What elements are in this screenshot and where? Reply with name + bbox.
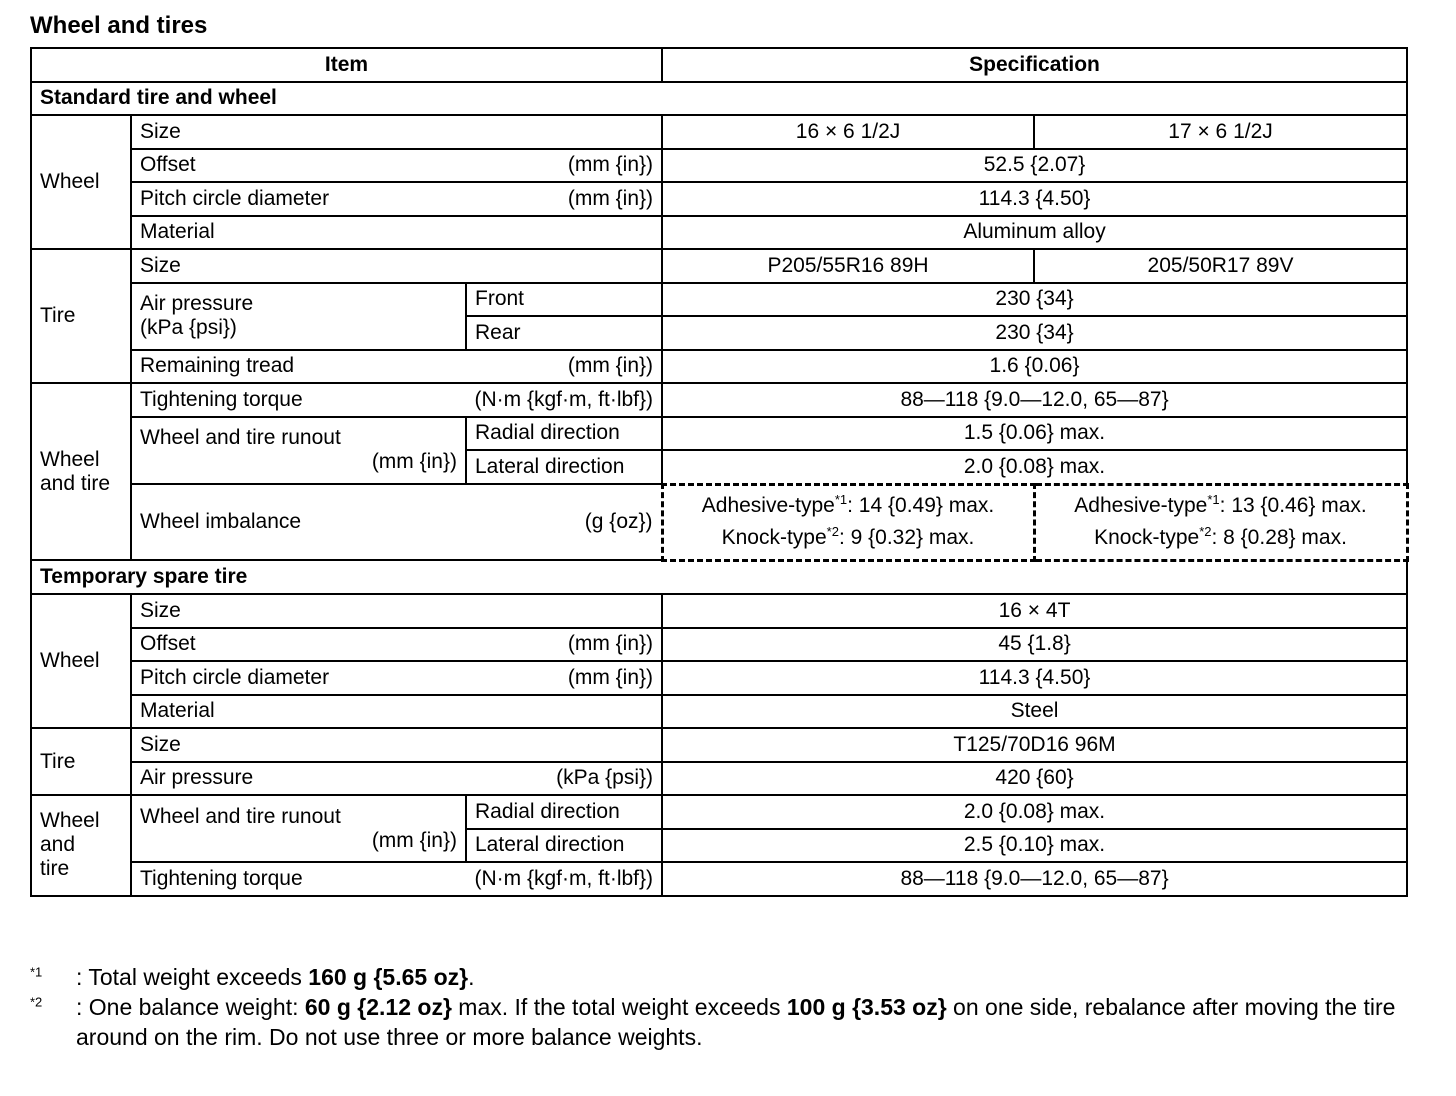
row-label bbox=[131, 417, 466, 485]
page-title: Wheel and tires bbox=[30, 12, 208, 39]
label-text: Tightening torque bbox=[140, 866, 303, 890]
unit-text: (mm {in}) bbox=[371, 450, 457, 474]
table-row bbox=[31, 383, 1407, 417]
value-cell: P205/55R16 89H bbox=[662, 249, 1034, 283]
table-row bbox=[31, 283, 1407, 317]
label-text: Remaining tread bbox=[140, 354, 295, 378]
table-row bbox=[31, 350, 1407, 384]
row-label bbox=[131, 628, 662, 662]
value-cell: 2.5 {0.10} max. bbox=[662, 829, 1407, 863]
footnote-text: : One balance weight: 60 g {2.12 oz} max. If the total weight exceeds 100 g {3.53 oz} on one side, rebalance after moving the tire around on the rim. Do not use three or more balance weights. bbox=[76, 994, 1396, 1050]
value-cell: Steel bbox=[662, 695, 1407, 729]
unit-text: (mm {in}) bbox=[567, 632, 654, 656]
table-row bbox=[31, 149, 1407, 183]
group-label: Wheel bbox=[31, 594, 131, 728]
sub-label: Lateral direction bbox=[466, 450, 662, 484]
table-row bbox=[31, 795, 1407, 829]
section-row bbox=[31, 560, 1407, 594]
value-cell: 2.0 {0.08} max. bbox=[662, 795, 1407, 829]
unit-text: (mm {in}) bbox=[567, 153, 654, 177]
group-label-line: and tire bbox=[40, 471, 111, 495]
label-text: Offset bbox=[140, 632, 196, 656]
value-cell: 88—118 {9.0—12.0, 65—87} bbox=[662, 383, 1407, 417]
table-row bbox=[31, 661, 1407, 695]
imbalance-16-cell bbox=[662, 484, 1034, 560]
section-row bbox=[31, 82, 1407, 116]
table-row bbox=[31, 115, 1407, 149]
adhesive-line: Adhesive-type$^{*1}$: 14 {0.49} max. bbox=[701, 492, 995, 517]
row-label: Material bbox=[131, 216, 662, 250]
imbalance-17-cell bbox=[1034, 484, 1407, 560]
group-label: Tire bbox=[31, 249, 131, 383]
value-cell: 45 {1.8} bbox=[662, 628, 1407, 662]
row-label bbox=[131, 862, 662, 896]
group-label-line: tire bbox=[40, 857, 70, 881]
value-cell: 114.3 {4.50} bbox=[662, 182, 1407, 216]
footnote-1 bbox=[30, 962, 1400, 992]
footnote-mark: *2 bbox=[30, 994, 43, 1010]
row-label: Size bbox=[131, 249, 662, 283]
table-header-row bbox=[31, 48, 1407, 82]
row-label: Size bbox=[131, 115, 662, 149]
row-label bbox=[131, 762, 662, 796]
row-label bbox=[131, 484, 662, 560]
sub-label: Lateral direction bbox=[466, 829, 662, 863]
table-row bbox=[31, 762, 1407, 796]
footnotes bbox=[30, 962, 1400, 1052]
footnote-mark: *1 bbox=[30, 964, 43, 980]
unit-text: (g {oz}) bbox=[584, 510, 653, 533]
footnote-2 bbox=[30, 992, 1400, 1052]
row-label bbox=[131, 795, 466, 862]
value-cell: 16 × 4T bbox=[662, 594, 1407, 628]
sub-label: Front bbox=[466, 283, 662, 317]
table-row bbox=[31, 862, 1407, 896]
unit-text: (N·m {kgf·m, ft·lbf}) bbox=[474, 866, 654, 890]
unit-text: (mm {in}) bbox=[371, 828, 457, 852]
label-text: Pitch circle diameter bbox=[140, 186, 330, 210]
table-row bbox=[31, 728, 1407, 762]
row-label bbox=[131, 661, 662, 695]
spec-table bbox=[30, 47, 1409, 897]
table-row bbox=[31, 182, 1407, 216]
knock-line: Knock-type$^{*2}$: 8 {0.28} max. bbox=[1094, 524, 1347, 549]
value-cell: Aluminum alloy bbox=[662, 216, 1407, 250]
value-cell: 2.0 {0.08} max. bbox=[662, 450, 1407, 484]
value-cell: 88—118 {9.0—12.0, 65—87} bbox=[662, 862, 1407, 896]
spec-header: Specification bbox=[662, 48, 1407, 82]
label-text: Wheel and tire runout bbox=[140, 804, 341, 828]
label-text: Pitch circle diameter bbox=[140, 665, 330, 689]
value-cell: 16 × 6 1/2J bbox=[662, 115, 1034, 149]
group-label bbox=[31, 795, 131, 896]
table-row bbox=[31, 249, 1407, 283]
value-cell: 114.3 {4.50} bbox=[662, 661, 1407, 695]
sub-label: Radial direction bbox=[466, 795, 662, 829]
table-row bbox=[31, 216, 1407, 250]
sub-label: Radial direction bbox=[466, 417, 662, 451]
item-header: Item bbox=[31, 48, 662, 82]
table-row bbox=[31, 484, 1407, 560]
row-label: Size bbox=[131, 728, 662, 762]
row-label bbox=[131, 182, 662, 216]
unit-text: (mm {in}) bbox=[567, 665, 654, 689]
value-cell: 17 × 6 1/2J bbox=[1034, 115, 1407, 149]
group-label-line: and bbox=[40, 833, 76, 857]
unit-text: (kPa {psi}) bbox=[556, 766, 654, 790]
value-cell: T125/70D16 96M bbox=[662, 728, 1407, 762]
value-cell: 205/50R17 89V bbox=[1034, 249, 1407, 283]
value-cell: 1.6 {0.06} bbox=[662, 350, 1407, 384]
section-spare: Temporary spare tire bbox=[31, 560, 1407, 594]
group-label bbox=[31, 383, 131, 560]
row-label bbox=[131, 283, 466, 350]
row-label: Size bbox=[131, 594, 662, 628]
label-text: Offset bbox=[140, 153, 196, 177]
table-row bbox=[31, 417, 1407, 451]
group-label-line: Wheel bbox=[40, 809, 100, 833]
row-label: Material bbox=[131, 695, 662, 729]
group-label: Wheel bbox=[31, 115, 131, 249]
sub-label: Rear bbox=[466, 316, 662, 350]
value-cell: 52.5 {2.07} bbox=[662, 149, 1407, 183]
table-row bbox=[31, 628, 1407, 662]
unit-text: (kPa {psi}) bbox=[140, 316, 237, 339]
label-text: Wheel imbalance bbox=[140, 510, 302, 533]
knock-line: Knock-type$^{*2}$: 9 {0.32} max. bbox=[721, 524, 975, 549]
adhesive-line: Adhesive-type$^{*1}$: 13 {0.46} max. bbox=[1074, 492, 1367, 517]
label-text: Wheel and tire runout bbox=[140, 426, 341, 450]
value-cell: 420 {60} bbox=[662, 762, 1407, 796]
unit-text: (mm {in}) bbox=[567, 354, 654, 378]
row-label bbox=[131, 149, 662, 183]
label-text: Air pressure bbox=[140, 292, 254, 315]
table-row bbox=[31, 594, 1407, 628]
unit-text: (mm {in}) bbox=[567, 186, 654, 210]
label-text: Tightening torque bbox=[140, 387, 303, 411]
section-standard: Standard tire and wheel bbox=[31, 82, 1407, 116]
unit-text: (N·m {kgf·m, ft·lbf}) bbox=[474, 387, 654, 411]
row-label bbox=[131, 383, 662, 417]
label-text: Air pressure bbox=[140, 766, 254, 790]
row-label bbox=[131, 350, 662, 384]
table-row bbox=[31, 695, 1407, 729]
value-cell: 230 {34} bbox=[662, 316, 1407, 350]
group-label: Tire bbox=[31, 728, 131, 795]
value-cell: 230 {34} bbox=[662, 283, 1407, 317]
group-label-line: Wheel bbox=[40, 447, 100, 471]
footnote-text: : Total weight exceeds 160 g {5.65 oz}. bbox=[76, 964, 475, 990]
value-cell: 1.5 {0.06} max. bbox=[662, 417, 1407, 451]
